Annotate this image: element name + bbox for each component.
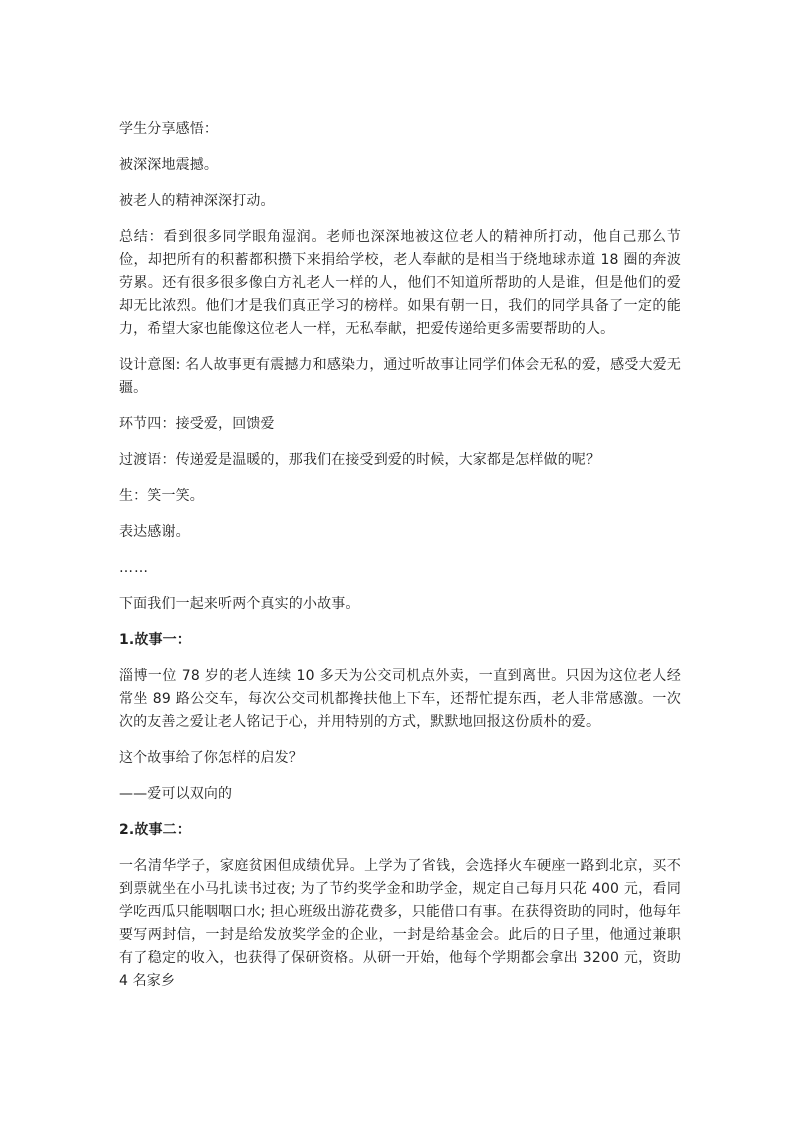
share-feelings-heading: 学生分享感悟：	[119, 121, 219, 137]
student-answer-2: 表达感谢。	[119, 524, 190, 540]
stories-intro: 下面我们一起来听两个真实的小故事。	[119, 596, 360, 612]
story-one-heading: 1.故事一：	[119, 632, 191, 648]
section-four-heading: 环节四：接受爱，回馈爱	[119, 416, 275, 432]
story-one-body: 淄博一位 78 岁的老人连续 10 多天为公交司机点外卖，一直到离世。只因为这位老人经常坐 89 路公交车，每次公交司机都搀扶他上下车，还帮忙提东西，老人非常感激。一次次的友善之爱让老人铭记于心，并用特别的方式，默默地回报这份质朴的爱。	[119, 668, 681, 730]
ellipsis: ……	[119, 560, 149, 576]
student-response-1: 被深深地震撼。	[119, 157, 219, 173]
student-response-2: 被老人的精神深深打动。	[119, 193, 275, 209]
story-one-question: 这个故事给了你怎样的启发？	[119, 750, 303, 766]
story-two-heading: 2.故事二：	[119, 822, 191, 838]
story-one-answer: ——爱可以双向的	[119, 786, 233, 802]
design-intent-paragraph: 设计意图: 名人故事更有震撼力和感染力，通过听故事让同学们体会无私的爱，感受大爱无疆。	[119, 357, 681, 396]
transition-paragraph: 过渡语：传递爱是温暖的，那我们在接受到爱的时候，大家都是怎样做的呢？	[119, 452, 601, 468]
document-page	[119, 118, 681, 1006]
summary-paragraph: 总结：看到很多同学眼角湿润。老师也深深地被这位老人的精神所打动，他自己那么节俭，却把所有的积蓄都积攒下来捐给学校，老人奉献的是相当于绕地球赤道 18 圈的奔波劳累。还有很多很多像白方礼老人一样的人，他们不知道所帮助的人是谁，但是他们的爱却无比浓烈。他们才是我们真正学习的榜样。如果有朝一日，我们的同学具备了一定的能力，希望大家也能像这位老人一样，无私奉献，把爱传递给更多需要帮助的人。	[119, 229, 681, 337]
student-answer-1: 生：笑一笑。	[119, 488, 204, 504]
story-two-body: 一名清华学子，家庭贫困但成绩优异。上学为了省钱，会选择火车硬座一路到北京，买不到票就坐在小马扎读书过夜; 为了节约奖学金和助学金，规定自己每月只花 400 元，看同学吃西瓜只能咽咽口水; 担心班级出游花费多，只能借口有事。在获得资助的同时，他每年要写两封信，一封是给发放奖学金的企业，一封是给基金会。此后的日子里，他通过兼职有了稳定的收入，也获得了保研资格。从研一开始，他每个学期都会拿出 3200 元，资助 4 名家乡	[119, 858, 681, 989]
